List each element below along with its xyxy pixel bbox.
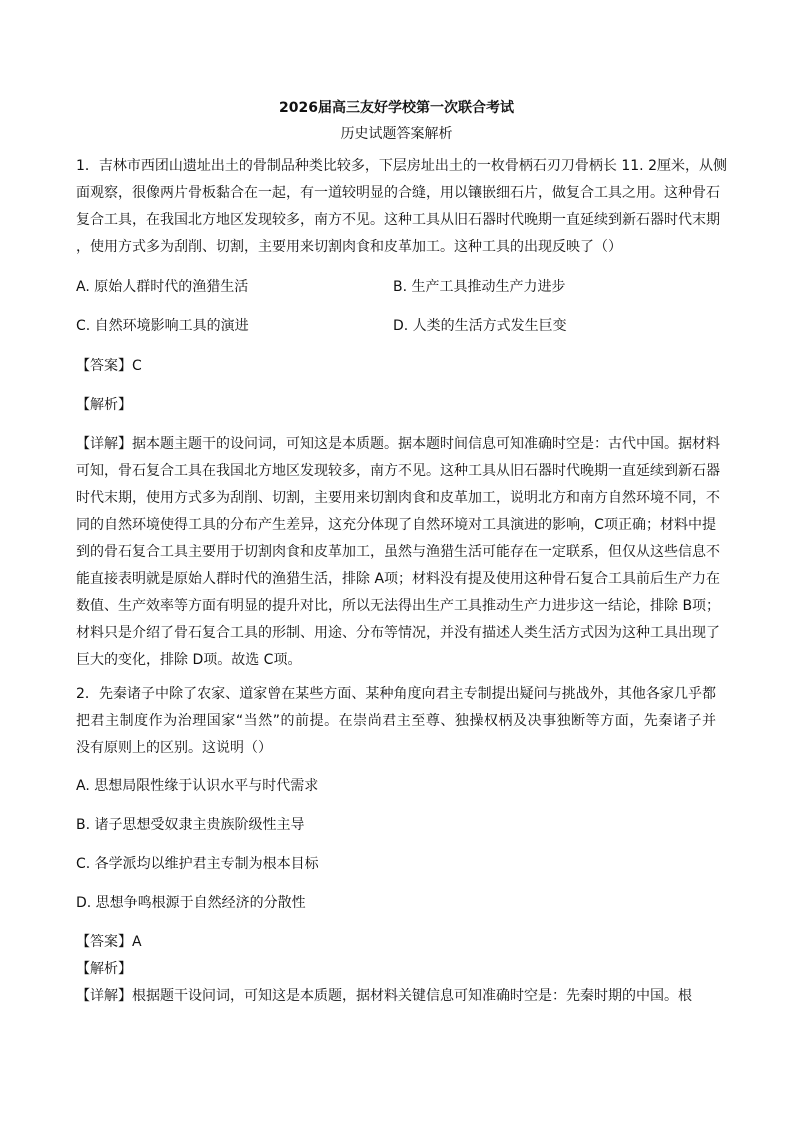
- q1-stem-line: 面观察，很像两片骨板黏合在一起，有一道较明显的合缝，用以镶嵌细石片，做复合工具之用。这种骨石: [76, 185, 720, 201]
- q1-detail-line: 时代末期，使用方式多为刮削、切割，主要用来切割肉食和皮革加工，说明北方和南方自然环境不同，不: [76, 490, 720, 506]
- q1-detail-line: 材料只是介绍了骨石复合工具的形制、用途、分布等情况，并没有描述人类生活方式因为这种工具出现了: [76, 625, 720, 641]
- q1-answer: 【答案】C: [76, 358, 142, 374]
- q2-analysis-label: 【解析】: [76, 961, 132, 977]
- exam-subtitle: 历史试题答案解析: [340, 126, 453, 142]
- q1-detail-line: 【详解】据本题主题干的设问词，可知这是本质题。据本题时间信息可知准确时空是：古代中国。据材料: [76, 436, 720, 452]
- q1-option-b: B. 生产工具推动生产力进步: [393, 279, 566, 295]
- q2-stem-line: 没有原则上的区别。这说明（）: [76, 740, 272, 756]
- q2-option-a: A. 思想局限性缘于认识水平与时代需求: [76, 778, 319, 794]
- q1-stem-line: 1．吉林市西团山遗址出土的骨制品种类比较多，下层房址出土的一枚骨柄石刃刀骨柄长 11. 2厘米，从侧: [76, 158, 727, 174]
- q2-answer: 【答案】A: [76, 934, 142, 950]
- q2-detail-line: 【详解】根据题干设问词，可知这是本质题，据材料关键信息可知准确时空是：先秦时期的中国。根: [76, 988, 692, 1004]
- q1-detail-line: 到的骨石复合工具主要用于切割肉食和皮革加工，虽然与渔猎生活可能存在一定联系，但仅从这些信息不: [76, 544, 720, 560]
- q1-detail-line: 同的自然环境使得工具的分布产生差异，这充分体现了自然环境对工具演进的影响，C项正确；材料中提: [76, 517, 716, 533]
- q1-stem-line: ，使用方式多为刮削、切割，主要用来切割肉食和皮革加工。这种工具的出现反映了（）: [76, 239, 622, 255]
- q1-detail-line: 可知，骨石复合工具在我国北方地区发现较多，南方不见。这种工具从旧石器时代晚期一直延续到新石器: [76, 463, 720, 479]
- q2-option-c: C. 各学派均以维护君主专制为根本目标: [76, 856, 319, 872]
- q1-stem-line: 复合工具，在我国北方地区发现较多，南方不见。这种工具从旧石器时代晚期一直延续到新石器时代末期: [76, 212, 720, 228]
- q2-option-b: B. 诸子思想受奴隶主贵族阶级性主导: [76, 817, 305, 833]
- exam-title: 2026届高三友好学校第一次联合考试: [279, 100, 514, 116]
- q1-option-c: C. 自然环境影响工具的演进: [76, 318, 249, 334]
- q2-option-d: D. 思想争鸣根源于自然经济的分散性: [76, 895, 306, 911]
- q1-analysis-label: 【解析】: [76, 397, 132, 413]
- q1-detail-line: 能直接表明就是原始人群时代的渔猎生活，排除 A项；材料没有提及使用这种骨石复合工具前后生产力在: [76, 571, 721, 587]
- q1-detail-line: 数值、生产效率等方面有明显的提升对比，所以无法得出生产工具推动生产力进步这一结论，排除 B项；: [76, 598, 721, 614]
- q2-stem-line: 2．先秦诸子中除了农家、道家曾在某些方面、某种角度向君主专制提出疑问与挑战外，其他各家几乎都: [76, 686, 716, 702]
- q1-option-a: A. 原始人群时代的渔猎生活: [76, 279, 249, 295]
- q2-stem-line: 把君主制度作为治理国家“当然”的前提。在崇尚君主至尊、独操权柄及决事独断等方面，先秦诸子并: [76, 713, 716, 729]
- q1-detail-line: 巨大的变化，排除 D项。故选 C项。: [76, 652, 302, 668]
- q1-option-d: D. 人类的生活方式发生巨变: [393, 318, 567, 334]
